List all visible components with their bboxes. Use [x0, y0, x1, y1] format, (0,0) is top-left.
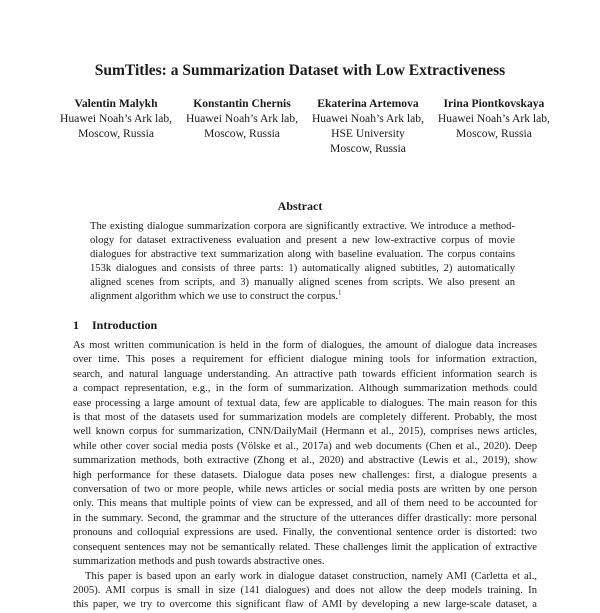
body-line: high performance for these datasets. Dialogue data poses new challenges: first, a dialogue presents a [73, 469, 537, 481]
body-line: conversation of two or more people, while news articles or social media posts are written by one person [73, 484, 537, 496]
author-name: Konstantin Chernis [193, 97, 291, 110]
author-name: Ekaterina Artemova [317, 97, 419, 110]
author-block [60, 96, 172, 156]
author-affiliation: Huawei Noah’s Ark lab, [60, 112, 173, 125]
author-name: Irina Piontkovskaya [443, 97, 545, 110]
body-line: this paper, we try to overcome this significant flaw of AMI by developing a new large-scale dataset, a [73, 599, 537, 611]
abstract-text [90, 220, 515, 303]
footnote-mark[interactable]: 1 [338, 288, 342, 296]
section-title: Introduction [92, 318, 158, 332]
author-affiliation: Huawei Noah’s Ark lab, [437, 112, 550, 125]
author-name: Valentin Malykh [74, 97, 158, 110]
body-line: This paper is based upon an early work in dialogue dataset construction, namely AMI (Carletta et al., [85, 570, 537, 582]
body-line: summarization methods and push towards abstractive ones. [73, 556, 325, 568]
body-text [73, 339, 537, 613]
body-line: in the summary. Second, the grammar and the structure of the utterances differ drastically: more personal [73, 512, 537, 524]
body-line: over time. This poses a requirement for efficient dialogue mining tools for information extraction, [73, 354, 537, 366]
body-line: only. This means that multiple points of view can be expressed, and all of them need to be accounted for [73, 498, 537, 510]
body-line: while other cover social media posts (Völske et al., 2017a) and web documents (Chen et al., 2020). Deep [73, 440, 537, 452]
author-affiliation: Huawei Noah’s Ark lab, [185, 112, 299, 125]
author-affiliation: Huawei Noah’s Ark lab, [311, 112, 424, 125]
author-affiliation: Moscow, Russia [330, 142, 406, 155]
abstract-line: alignment algorithm which we use to construct the corpus. [90, 290, 339, 302]
author-affiliation: HSE University [331, 127, 405, 140]
body-line: is that most of the datasets used for summarization models are completely different. Probably, the most [73, 412, 537, 424]
body-line: search, and natural language understanding. An attractive path towards efficient information search is [73, 368, 537, 380]
body-line: 2005). AMI corpus is small in size (141 dialogues) and does not allow the deep models training. In [73, 584, 537, 596]
body-line: well known corpus for summarization, CNN/DailyMail (Hermann et al., 2015), comprises news articles, [73, 426, 537, 438]
abstract-line: The existing dialogue summarization corpora are significantly extractive. We introduce a method- [90, 221, 515, 232]
author-block [438, 96, 550, 156]
body-line: a compact representation, e.g., in the form of summarization. Although summarization methods could [73, 383, 537, 395]
author-affiliation: Moscow, Russia [455, 127, 532, 140]
author-block [186, 96, 298, 156]
abstract-line: aligned scenes from scripts, and 3) manually aligned scenes from scripts. We also present an [90, 276, 515, 288]
abstract-line: dialogues for abstractive text summarization along with baseline evaluation. The corpus contains [90, 248, 515, 260]
body-line: ease processing a large amount of textual data, few are applicable to dialogues. The main reason for this [73, 397, 537, 409]
section-heading [73, 318, 157, 333]
author-block [312, 96, 424, 156]
body-line: pronouns and colloquial expressions are used. Finally, the conventional sentence order is distorted: two [73, 527, 537, 539]
paper-title: SumTitles: a Summarization Dataset with Low Extractiveness [94, 62, 506, 79]
author-affiliation: Moscow, Russia [204, 127, 280, 140]
abstract-line: ology for dataset extractiveness evaluation and present a new low-extractive corpus of movie [90, 234, 515, 246]
abstract-heading: Abstract [277, 199, 323, 213]
author-affiliation: Moscow, Russia [78, 127, 154, 140]
section-number: 1 [73, 318, 79, 332]
body-line: consequent sentences may not be semantically related. These challenges limit the application of extractive [73, 541, 537, 553]
abstract-line: 153k dialogues and consists of three parts: 1) automatically aligned subtitles, 2) automatically [90, 262, 515, 274]
author-list [60, 96, 550, 156]
body-line: As most written communication is held in the form of dialogues, the amount of dialogue data increases [73, 340, 537, 351]
abstract-last-line [90, 290, 515, 304]
body-line: summarization methods, both extractive (Zhong et al., 2020) and abstractive (Lewis et al., 2019), show [73, 455, 537, 467]
